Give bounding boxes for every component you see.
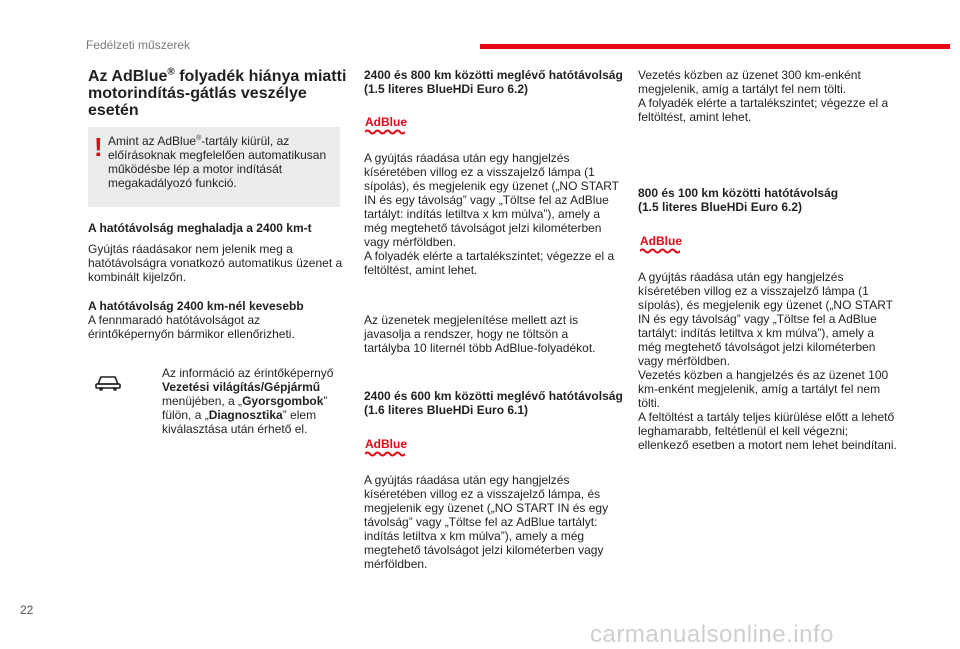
heading-over-2400: A hatótávolság meghaladja a 2400 km-t <box>88 221 312 235</box>
page-title: Az AdBlue® folyadék hiánya miatti motorindítás-gátlás veszélye esetén <box>88 66 347 119</box>
warning-text: Amint az AdBlue®-tartály kiürül, az előírásoknak megfelelően automatikusan működésbe lép a motor indítását megakadályozó funkció. <box>108 134 327 190</box>
exclamation-icon: ! <box>94 132 103 162</box>
heading-under-2400: A hatótávolság 2400 km-nél kevesebb <box>88 299 304 313</box>
paragraph-800-100: A gyújtás ráadása után egy hangjelzés kíséretében villog ez a visszajelző lámpa (1 sípolás), és megjelenik egy üzenet („NO START IN és egy távolság” vagy „Töltse fel a AdBlue tartályt: indítás letiltva x km múlva”), amely a még megtehető távolságot jelzi kilométerben vagy mérföldben. Vezetés közben a hangjelzés és az üzenet 100 km-enként megjelenik, amíg a tartályt fel nem tölti. A feltöltést a tartály teljes kiürülése előtt a lehető leghamarabb, feltétlenül el kell végezni; ellenkező esetben a motort nem lehet beindítani. <box>638 270 897 452</box>
page-number: 22 <box>20 603 34 617</box>
paragraph-under-2400: A fennmaradó hatótávolságot az érintőképernyőn bármikor ellenőrizheti. <box>88 313 295 341</box>
adblue-warning-icon: AdBlue <box>365 438 407 457</box>
heading-2400-600: 2400 és 600 km közötti meglévő hatótávolság (1.6 literes BlueHDi Euro 6.1) <box>364 389 623 417</box>
warning-box <box>88 127 340 207</box>
car-service-icon <box>94 370 122 392</box>
section-header: Fedélzeti műszerek <box>86 38 191 52</box>
paragraph-refill-advice: Az üzenetek megjelenítése mellett azt is javasolja a rendszer, hogy ne töltsön a tartályba 10 liternél több AdBlue-folyadékot. <box>364 313 596 355</box>
info-text: Az információ az érintőképernyő Vezetési világítás/Gépjármű menüjében, a „Gyorsgombok” fülön, a „Diagnosztika” elem kiválasztása után érhető el. <box>162 366 334 436</box>
paragraph-300km: Vezetés közben az üzenet 300 km-enként megjelenik, amíg a tartályt fel nem tölti. A folyadék elérte a tartalékszintet; végezze el a feltöltést, amint lehet. <box>638 68 889 124</box>
header-accent-bar <box>480 44 950 49</box>
paragraph-2400-800: A gyújtás ráadása után egy hangjelzés kíséretében villog ez a visszajelző lámpa (1 sípolás), és megjelenik egy üzenet („NO START IN és egy távolság” vagy „Töltse fel az AdBlue tartályt: indítás letiltva x km múlva”), amely a még megtehető távolságot jelzi kilométerben vagy mérföldben. A folyadék elérte a tartalékszintet; végezze el a feltöltést, amint lehet. <box>364 151 619 277</box>
heading-2400-800: 2400 és 800 km közötti meglévő hatótávolság (1.5 literes BlueHDi Euro 6.2) <box>364 68 623 96</box>
watermark: carmanualsonline.info <box>590 621 834 648</box>
paragraph-2400-600: A gyújtás ráadása után egy hangjelzés kíséretében villog ez a visszajelző lámpa, és megjelenik egy üzenet („NO START IN és egy távolság” vagy „Töltse fel az AdBlue tartályt: indítás letiltva x km múlva”), amely a még megtehető távolságot jelzi kilométerben vagy mérföldben. <box>364 473 609 571</box>
adblue-warning-icon: AdBlue <box>365 116 407 135</box>
heading-800-100: 800 és 100 km közötti hatótávolság (1.5 literes BlueHDi Euro 6.2) <box>638 186 839 214</box>
adblue-warning-icon: AdBlue <box>640 235 682 254</box>
paragraph-over-2400: Gyújtás ráadásakor nem jelenik meg a hatótávolságra vonatkozó automatikus üzenet a kombinált kijelzőn. <box>88 242 343 284</box>
